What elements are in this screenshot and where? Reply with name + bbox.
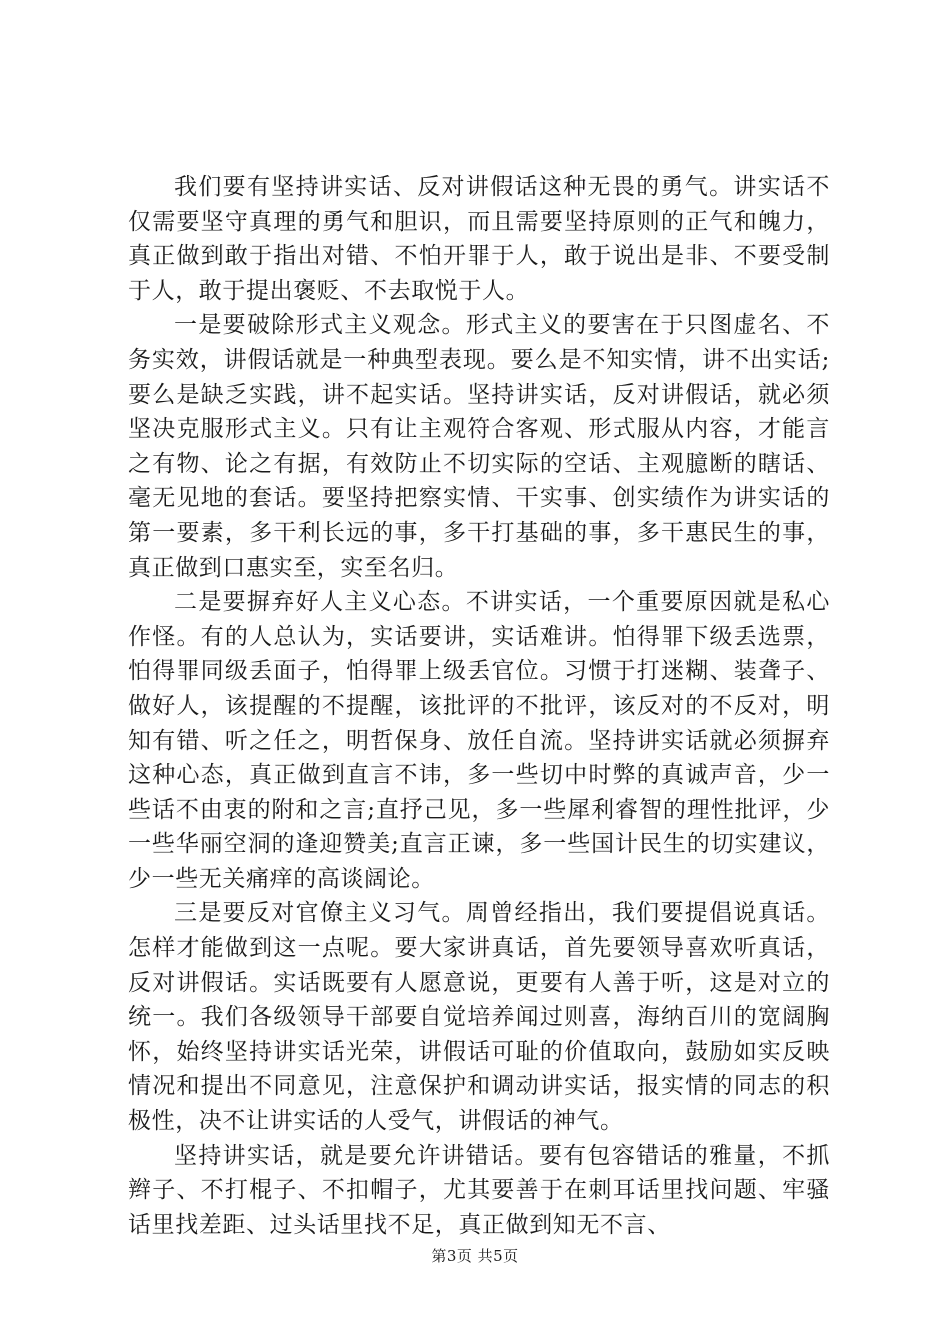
paragraph-courage: 我们要有坚持讲实话、反对讲假话这种无畏的勇气。讲实话不仅需要坚守真理的勇气和胆识，而且需要坚持原则的正气和魄力，真正做到敢于指出对错、不怕开罪于人，敢于说出是非、不要受制于人，敢于提出褒贬、不去取悦于人。 (128, 174, 830, 304)
page-number-footer: 第3页 共5页 (431, 1247, 519, 1265)
paragraph-allow-mistakes: 坚持讲实话，就是要允许讲错话。要有包容错话的雅量，不抓辫子、不打棍子、不扣帽子，尤其要善于在刺耳话里找问题、牢骚话里找差距、过头话里找不足，真正做到知无不言、 (128, 1142, 830, 1238)
paragraph-formalism: 一是要破除形式主义观念。形式主义的要害在于只图虚名、不务实效，讲假话就是一种典型表现。要么是不知实情，讲不出实话;要么是缺乏实践，讲不起实话。坚持讲实话，反对讲假话，就必须坚决克服形式主义。只有让主观符合客观、形式服从内容，才能言之有物、论之有据，有效防止不切实际的空话、主观臆断的瞎话、毫无见地的套话。要坚持把察实情、干实事、创实绩作为讲实话的第一要素，多干利长远的事，多干打基础的事，多干惠民生的事，真正做到口惠实至，实至名归。 (128, 312, 830, 581)
paragraph-bureaucratism: 三是要反对官僚主义习气。周曾经指出，我们要提倡说真话。怎样才能做到这一点呢。要大家讲真话，首先要领导喜欢听真话，反对讲假话。实话既要有人愿意说，更要有人善于听，这是对立的统一。我们各级领导干部要自觉培养闻过则喜，海纳百川的宽阔胸怀，始终坚持讲实话光荣，讲假话可耻的价值取向，鼓励如实反映情况和提出不同意见，注意保护和调动讲实话，报实情的同志的积极性，决不让讲实话的人受气，讲假话的神气。 (128, 900, 830, 1135)
document-body (128, 170, 830, 1242)
paragraph-nice-guy-mentality: 二是要摒弃好人主义心态。不讲实话，一个重要原因就是私心作怪。有的人总认为，实话要讲，实话难讲。怕得罪下级丢选票，怕得罪同级丢面子，怕得罪上级丢官位。习惯于打迷糊、装聋子、做好人，该提醒的不提醒，该批评的不批评，该反对的不反对，明知有错、听之任之，明哲保身、放任自流。坚持讲实话就必须摒弃这种心态，真正做到直言不讳，多一些切中时弊的真诚声音，少一些话不由衷的附和之言;直抒己见，多一些犀利睿智的理性批评，少一些华丽空洞的逢迎赞美;直言正谏，多一些国计民生的切实建议，少一些无关痛痒的高谈阔论。 (128, 589, 830, 892)
